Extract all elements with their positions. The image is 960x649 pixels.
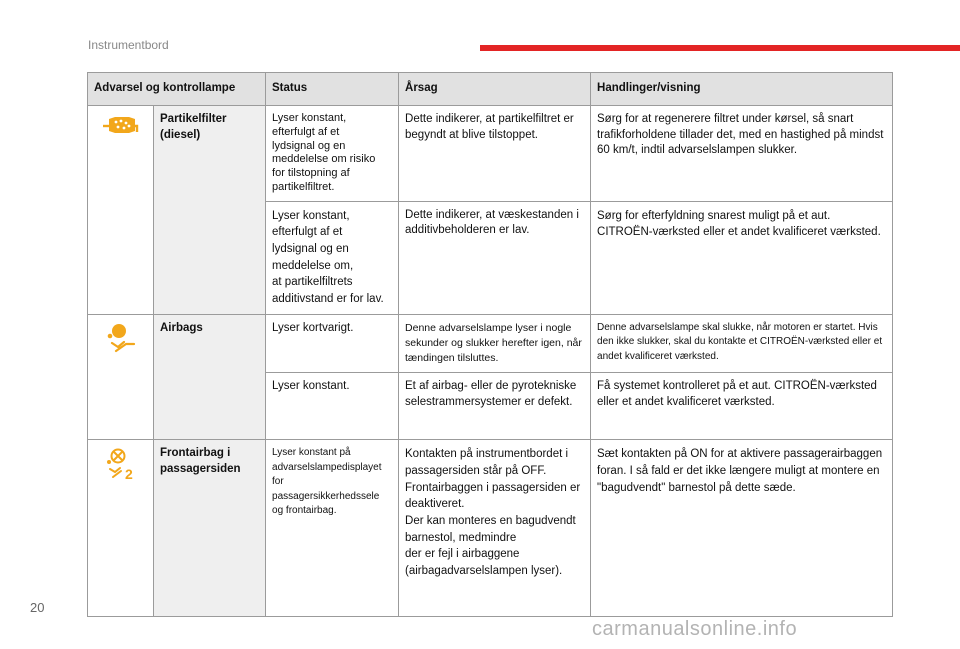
action-text: Sørg for at regenerere filtret under kørsel, så snart trafikforholdene tillader det, med en hastighed på mindst 60 km/t, indtil advarselslampen slukker. — [591, 106, 893, 202]
table-row — [88, 106, 893, 202]
column-header-cause: Årsag — [399, 73, 591, 106]
icon-cell — [88, 440, 154, 617]
status-text: Lyser kortvarigt. — [266, 314, 399, 373]
warning-lamp-table — [87, 72, 893, 617]
cause-text: Denne advarselslampe lyser i nogle sekunder og slukker herefter igen, når tændingen tilsluttes. — [399, 314, 591, 373]
passenger-airbag-off-icon — [104, 466, 138, 483]
cause-text: Kontakten på instrumentbordet i passagersiden står på OFF. Frontairbaggen i passagersiden er deaktiveret. Der kan monteres en bagudvendt barnestol, medmindre der er fejl i airbaggene (airbagadvarselslampen lyser). — [399, 440, 591, 617]
watermark: carmanualsonline.info — [592, 618, 798, 640]
page-number: 20 — [30, 600, 45, 615]
action-text: Sæt kontakten på ON for at aktivere passagerairbaggen foran. I så fald er det ikke længere muligt at montere en "bagudvendt" barnestol på dette sæde. — [591, 440, 893, 617]
lamp-name: Partikelfilter (diesel) — [154, 106, 266, 315]
cause-text: Dette indikerer, at partikelfiltret er begyndt at blive tilstoppet. — [399, 106, 591, 202]
status-text: Lyser konstant, efterfulgt af et lydsignal og en meddelelse om risiko for tilstopning af partikelfiltret. — [266, 106, 399, 202]
action-text: Sørg for efterfyldning snarest muligt på et aut. CITROËN-værksted eller et andet kvalificeret værksted. — [591, 201, 893, 314]
particle-filter-icon — [101, 127, 141, 139]
column-header-action: Handlinger/visning — [591, 73, 893, 106]
cause-text: Dette indikerer, at væskestanden i additivbeholderen er lav. — [399, 201, 591, 314]
lamp-name: Frontairbag i passagersiden — [154, 440, 266, 617]
cause-text: Et af airbag- eller de pyrotekniske selestrammersystemer er defekt. — [399, 373, 591, 440]
table-header-row — [88, 73, 893, 106]
action-text: Denne advarselslampe skal slukke, når motoren er startet. Hvis den ikke slukker, skal du kontakte et CITROËN-værksted eller et andet kvalificeret værksted. — [591, 314, 893, 373]
status-text: Lyser konstant, efterfulgt af et lydsignal og en meddelelse om, at partikelfiltrets additivstand er for lav. — [266, 201, 399, 314]
column-header-warning: Advarsel og kontrollampe — [88, 73, 266, 106]
header-accent-bar — [480, 45, 960, 51]
status-text: Lyser konstant på advarselslampedisplayet for passagersikkerhedssele og frontairbag. — [266, 440, 399, 617]
table-row — [88, 440, 893, 617]
icon-cell — [88, 106, 154, 315]
icon-cell — [88, 314, 154, 440]
status-text: Lyser konstant. — [266, 373, 399, 440]
lamp-name: Airbags — [154, 314, 266, 440]
section-title: Instrumentbord — [88, 38, 169, 52]
airbag-icon — [104, 344, 138, 356]
action-text: Få systemet kontrolleret på et aut. CITROËN-værksted eller et andet kvalificeret værksted. — [591, 373, 893, 440]
column-header-status: Status — [266, 73, 399, 106]
svg-text:2: 2 — [124, 466, 133, 481]
table-row — [88, 314, 893, 373]
